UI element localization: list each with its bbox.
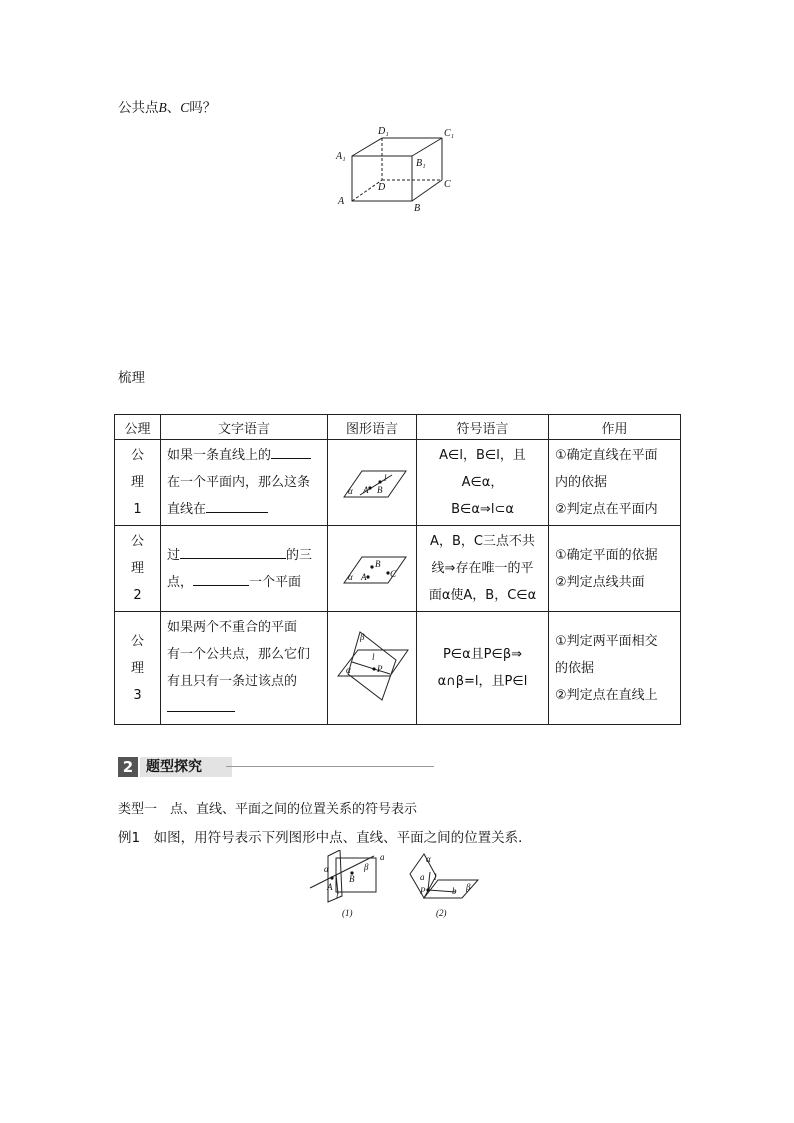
svg-text:l: l <box>372 652 375 662</box>
fig2-label-beta: β <box>466 882 471 892</box>
table-row <box>115 612 681 725</box>
axiom-use: ①确定平面的依据 ②判定点线共面 <box>549 526 681 612</box>
svg-text:P: P <box>377 664 383 674</box>
svg-text:A: A <box>361 571 367 582</box>
fig1-label-beta: β <box>364 862 369 872</box>
svg-text:β: β <box>360 632 365 642</box>
label-c: C <box>444 179 451 190</box>
axiom-symbol: A∈l，B∈l，且A∈α， B∈α⇒l⊂α <box>417 440 549 526</box>
axiom-name: 公 理 1 <box>115 440 161 526</box>
label-a: A <box>338 196 345 207</box>
fig2-label-l: l <box>434 872 437 882</box>
axiom-text: 如果一条直线上的 在一个平面内，那么这条 直线在 <box>161 440 328 526</box>
fig1-caption: (1) <box>342 908 353 918</box>
label-a1: A₁ <box>336 151 346 162</box>
axiom-text: 过 的三 点， 一个平面 <box>161 526 328 612</box>
fig2-label-P: P <box>420 886 426 896</box>
type-heading: 类型一 点、直线、平面之间的位置关系的符号表示 <box>118 802 418 817</box>
axiom-name: 公 理 2 <box>115 526 161 612</box>
fill-blank[interactable] <box>193 570 249 586</box>
svg-text:A: A <box>363 484 369 495</box>
axiom-figure <box>328 526 417 612</box>
svg-text:α: α <box>348 485 353 496</box>
svg-text:α: α <box>348 571 353 582</box>
header-figure-language: 图形语言 <box>328 415 417 440</box>
svg-text:α: α <box>346 665 351 675</box>
plane-line-figure <box>332 461 412 501</box>
table-row <box>115 440 681 526</box>
intro-question: 公共点B、C吗？ <box>118 100 217 116</box>
svg-text:B: B <box>377 484 383 495</box>
example-statement: 例1 如图，用符号表示下列图形中点、直线、平面之间的位置关系． <box>118 830 532 846</box>
example-figures <box>306 850 496 922</box>
fig2-label-b: b <box>452 886 457 896</box>
fig1-label-l: l <box>336 890 339 900</box>
axiom-figure <box>328 612 417 725</box>
fig2-label-a: a <box>420 872 425 882</box>
header-symbol-language: 符号语言 <box>417 415 549 440</box>
axiom-name: 公 理 3 <box>115 612 161 725</box>
axiom-text: 如果两个不重合的平面 有一个公共点，那么它们 有且只有一条过该点的 <box>161 612 328 725</box>
section-title: 题型探究 <box>140 757 232 777</box>
table-row <box>115 526 681 612</box>
fill-blank[interactable] <box>206 497 268 513</box>
fig2-caption: (2) <box>436 908 447 918</box>
axioms-table <box>114 414 681 725</box>
fill-blank[interactable] <box>180 543 286 559</box>
fig1-label-alpha: α <box>324 864 329 874</box>
label-b: B <box>414 203 421 214</box>
svg-text:C: C <box>390 568 397 579</box>
axiom-symbol: P∈α且P∈β⇒ α∩β=l，且P∈l <box>417 612 549 725</box>
fig1-label-A: A <box>327 882 333 892</box>
fill-blank[interactable] <box>167 696 235 712</box>
svg-text:l: l <box>384 472 387 483</box>
cube-figure <box>330 122 470 214</box>
axiom-use: ①确定直线在平面 内的依据 ②判定点在平面内 <box>549 440 681 526</box>
label-b1: B₁ <box>416 158 426 169</box>
axiom-use: ①判定两平面相交 的依据 ②判定点在直线上 <box>549 612 681 725</box>
section-divider <box>226 766 434 767</box>
svg-text:B: B <box>375 558 381 569</box>
section-number-badge: 2 <box>118 757 138 777</box>
fig1-label-B: B <box>349 874 355 884</box>
label-c1: C₁ <box>444 128 455 139</box>
axiom-figure <box>328 440 417 526</box>
axiom-symbol: A，B，C三点不共 线⇒存在唯一的平 面α使A，B，C∈α <box>417 526 549 612</box>
header-text-language: 文字语言 <box>161 415 328 440</box>
table-header-row <box>115 415 681 440</box>
plane-points-figure <box>332 547 412 587</box>
intersecting-planes-figure <box>332 624 412 708</box>
fig2-label-alpha: α <box>426 854 431 864</box>
header-axiom: 公理 <box>115 415 161 440</box>
fill-blank[interactable] <box>271 443 311 459</box>
header-use: 作用 <box>549 415 681 440</box>
fig1-label-a: a <box>380 852 385 862</box>
label-d1: D₁ <box>378 126 389 137</box>
label-d: D <box>378 182 386 193</box>
section-label: 梳理 <box>118 370 145 386</box>
